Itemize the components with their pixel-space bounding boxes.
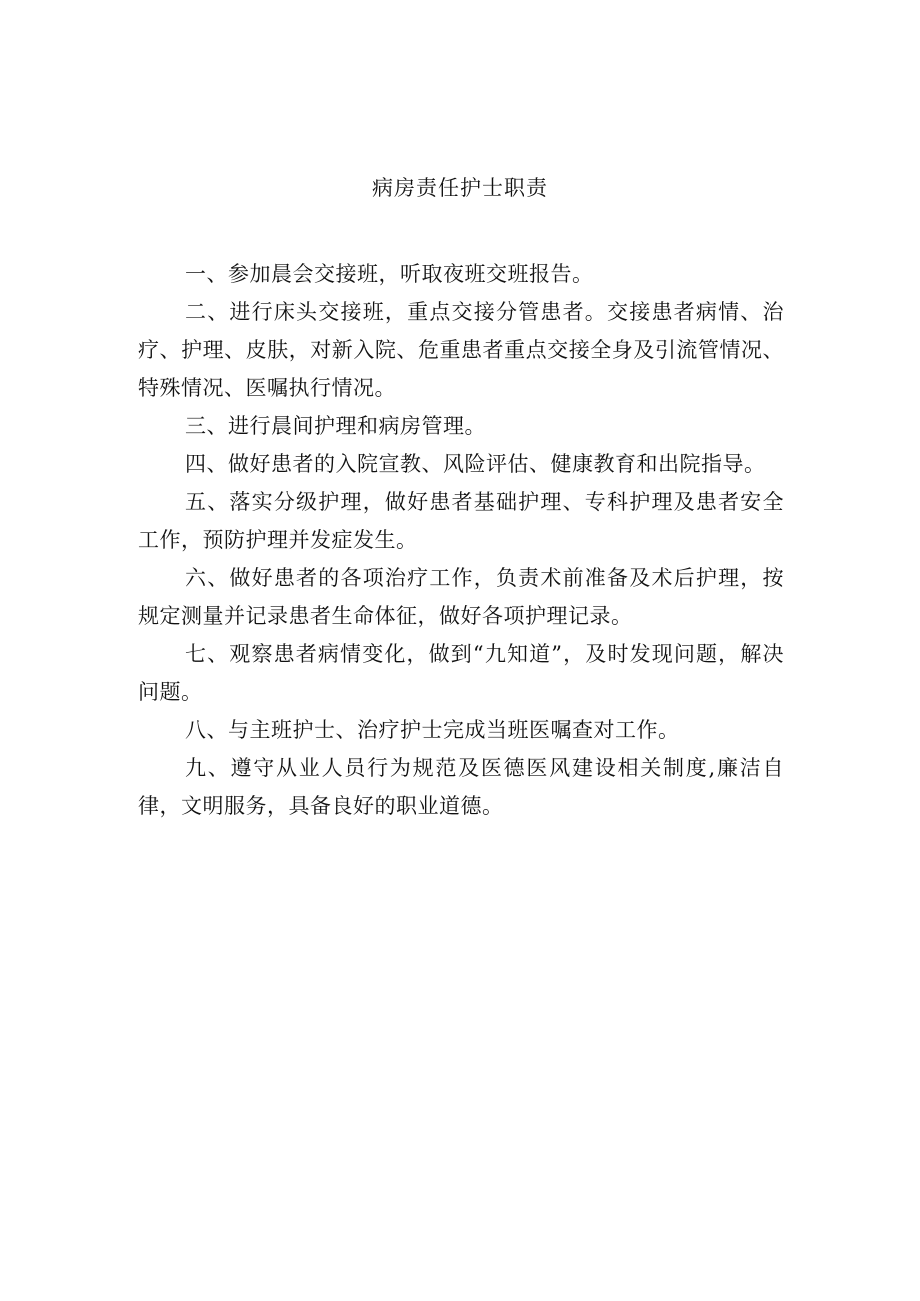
- duty-item-3: 三、进行晨间护理和病房管理。: [185, 414, 486, 438]
- duty-item-6: 六、做好患者的各项治疗工作，负责术前准备及术后护理，按规定测量并记录患者生命体征，做好各项护理记录。: [138, 566, 784, 628]
- duty-item-4: 四、做好患者的入院宣教、风险评估、健康教育和出院指导。: [185, 452, 766, 476]
- duty-item-1: 一、参加晨会交接班，听取夜班交班报告。: [185, 262, 594, 286]
- duty-item-8: 八、与主班护士、治疗护士完成当班医嘱查对工作。: [185, 718, 680, 742]
- duty-item-5: 五、落实分级护理，做好患者基础护理、专科护理及患者安全工作，预防护理并发症发生。: [138, 490, 784, 552]
- document-body: [138, 255, 784, 825]
- document-title: 病房责任护士职责: [372, 176, 548, 200]
- duty-item-2: 二、进行床头交接班，重点交接分管患者。交接患者病情、治疗、护理、皮肤，对新入院、危重患者重点交接全身及引流管情况、特殊情况、医嘱执行情况。: [138, 300, 784, 400]
- duty-item-7: 七、观察患者病情变化，做到“九知道”，及时发现问题，解决问题。: [138, 642, 784, 704]
- duty-item-9: 九、遵守从业人员行为规范及医德医风建设相关制度,廉洁自律，文明服务，具备良好的职业道德。: [138, 756, 784, 818]
